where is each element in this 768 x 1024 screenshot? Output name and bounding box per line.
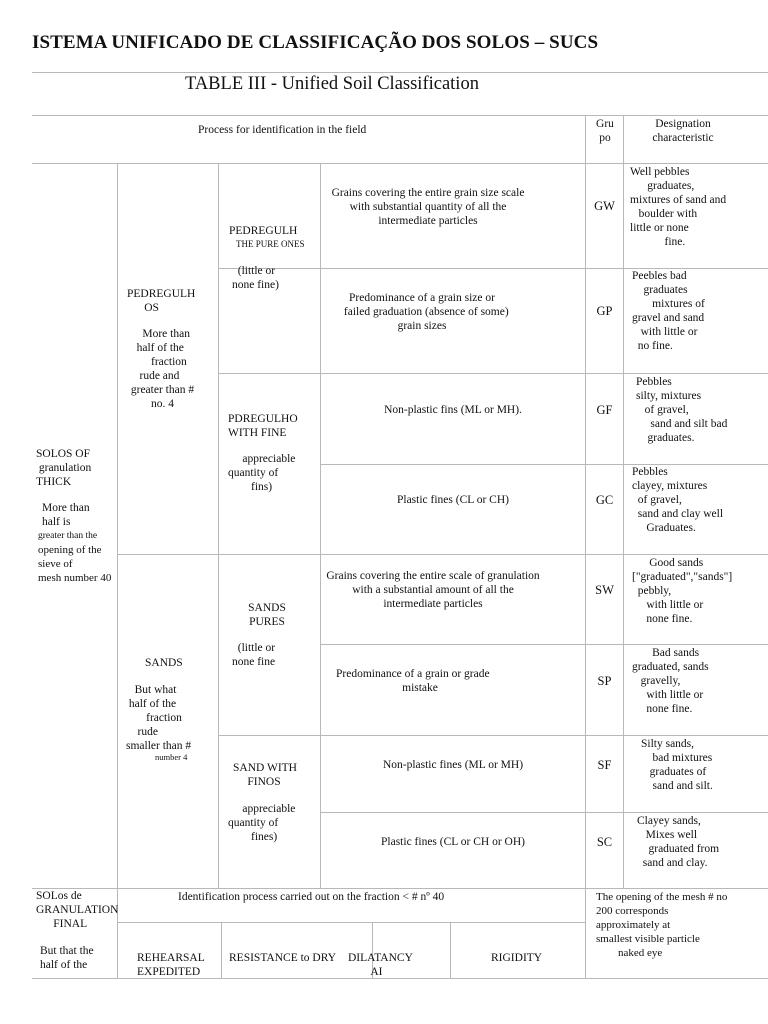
header-designation: Designation characteristic [652, 118, 714, 144]
gravel-fine-desc: appreciable quantity of fins) [228, 453, 296, 493]
table-title: TABLE III - Unified Soil Classification [185, 74, 479, 94]
col-rigidity: RIGIDITY [491, 952, 543, 964]
col-resistance: RESISTANCE to DRY [229, 952, 337, 964]
sand-fines-desc: appreciable quantity of fines) [228, 803, 296, 843]
pure-sands-label: SANDS PURES [248, 602, 286, 628]
header-process: Process for identification in the field [198, 124, 367, 136]
row-sw-desc: Good sands ["graduated","sands"] pebbly, with little or none fine. [632, 557, 733, 625]
row-gc-desc: Pebbles clayey, mixtures of gravel, sand and clay well Graduates. [632, 466, 724, 534]
row-sp-code: SP [597, 674, 612, 688]
identification-process: Identification process carried out on the fraction < # nº 40 [178, 891, 445, 903]
coarse-soils-greater: greater than the [38, 531, 98, 541]
sand-fines-label: SAND WITH FINOS [233, 762, 297, 788]
gravel-fine-label: PDREGULHO WITH FINE [228, 413, 298, 439]
pedregulhos-desc: More than half of the fraction rude and greater than # no. 4 [130, 328, 195, 410]
row-gp-code: GP [596, 304, 613, 318]
row-sf-process: Non-plastic fines (ML or MH) [382, 759, 524, 771]
coarse-soils-opening: opening of the sieve of mesh number 40 [38, 544, 112, 584]
row-gf-desc: Pebbles silty, mixtures of gravel, sand and silt bad graduates. [636, 376, 728, 444]
mesh-note: The opening of the mesh # no 200 corresponds approximately at smallest visible particle naked eye [596, 891, 728, 959]
row-gf-code: GF [596, 403, 613, 417]
row-sf-code: SF [597, 758, 612, 772]
row-sc-desc: Clayey sands, Mixes well graduated from sand and clay. [637, 815, 720, 869]
document-title: ISTEMA UNIFICADO DE CLASSIFICAÇÃO DOS SOLOS – SUCS [32, 32, 599, 53]
pure-gravel-fine: (little or none fine) [232, 265, 279, 291]
row-gc-process: Plastic fines (CL or CH) [396, 494, 509, 506]
row-gw-code: GW [594, 199, 615, 213]
row-gc-code: GC [595, 493, 614, 507]
fine-soils-label: SOLos de GRANULATION FINAL [36, 890, 119, 930]
row-gp-desc: Peebles bad graduates mixtures of gravel and sand with little or no fine. [632, 270, 705, 352]
row-gw-process: Grains covering the entire grain size scale with substantial quantity of all the intermediate particles [331, 187, 525, 227]
col-dilatancy: DILATANCY AI [348, 952, 413, 978]
header-grupo: Gru po [596, 118, 614, 144]
sands-desc: But what half of the fraction rude smaller than # [126, 684, 192, 752]
pure-gravel-sub: THE PURE ONES [236, 239, 305, 249]
coarse-soils-label: SOLOS OF granulation THICK [36, 448, 92, 488]
pedregulhos-label: PEDREGULH OS [127, 288, 196, 314]
row-sp-process: Predominance of a grain or grade mistake [336, 668, 490, 694]
coarse-soils-more: More than half is [42, 502, 90, 528]
row-sf-desc: Silty sands, bad mixtures graduates of sand and silt. [641, 738, 713, 792]
pure-gravel-label: PEDREGULH [229, 225, 298, 237]
row-sw-code: SW [595, 583, 614, 597]
row-gw-desc: Well pebbles graduates, mixtures of sand and boulder with little or none fine. [630, 166, 727, 248]
sands-label: SANDS [145, 657, 183, 669]
pure-sands-fine: (little or none fine [232, 642, 276, 668]
col-rehearsal: REHEARSAL EXPEDITED [137, 952, 205, 978]
row-sc-process: Plastic fines (CL or CH or OH) [381, 836, 525, 848]
row-sc-code: SC [596, 835, 613, 849]
fine-soils-more: But that the half of the [40, 945, 94, 971]
row-gf-process: Non-plastic fins (ML or MH). [384, 404, 522, 416]
sands-desc-num: number 4 [155, 752, 188, 762]
row-sw-process: Grains covering the entire scale of granulation with a substantial amount of all the intermediate particles [326, 570, 540, 610]
row-gp-process: Predominance of a grain size or failed graduation (absence of some) grain sizes [343, 292, 509, 332]
row-sp-desc: Bad sands graduated, sands gravelly, with little or none fine. [632, 647, 709, 715]
